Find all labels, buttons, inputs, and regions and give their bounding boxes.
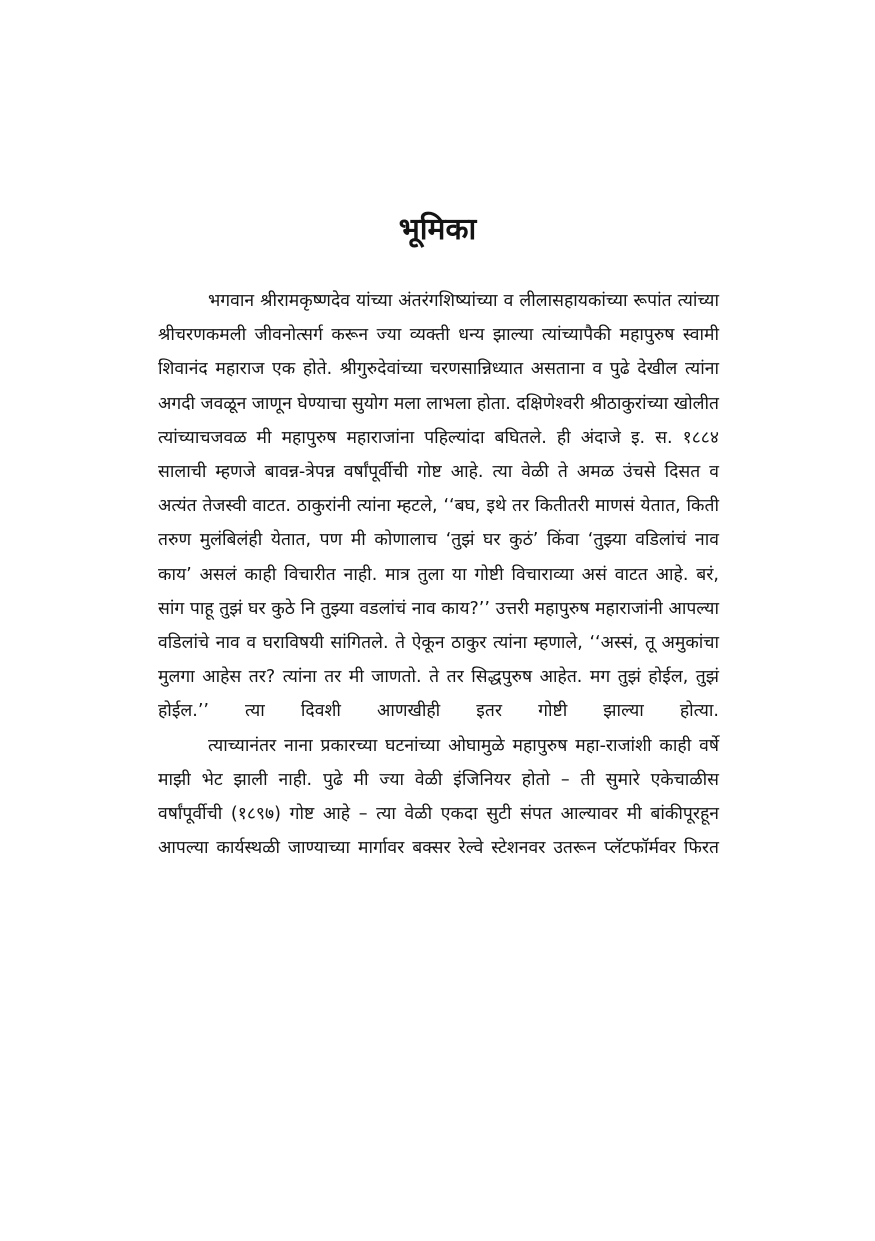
- body-text: [158, 284, 719, 865]
- paragraph-1: भगवान श्रीरामकृष्णदेव यांच्या अंतरंगशिष्यांच्या व लीलासहायकांच्या रूपांत त्यांच्या श्रीचरणकमली जीवनोत्सर्ग करून ज्या व्यक्ती धन्य झाल्या त्यांच्यापैकी महापुरुष स्वामी शिवानंद महाराज एक होते. श्रीगुरुदेवांच्या चरणसान्निध्यात असताना व पुढे देखील त्यांना अगदी जवळून जाणून घेण्याचा सुयोग मला लाभला होता. दक्षिणेश्वरी श्रीठाकुरांच्या खोलीत त्यांच्याचजवळ मी महापुरुष महाराजांना पहिल्यांदा बघितले. ही अंदाजे इ. स. १८८४ सालाची म्हणजे बावन्न-त्रेपन्न वर्षांपूर्वीची गोष्ट आहे. त्या वेळी ते अमळ उंचसे दिसत व अत्यंत तेजस्वी वाटत. ठाकुरांनी त्यांना म्हटले, ‘‘बघ, इथे तर कितीतरी माणसं येतात, किती तरुण मुलंबिलंही येतात, पण मी कोणालाच ‘तुझं घर कुठं’ किंवा ‘तुझ्या वडिलांचं नाव काय’ असलं काही विचारीत नाही. मात्र तुला या गोष्टी विचाराव्या असं वाटत आहे. बरं, सांग पाहू तुझं घर कुठे नि तुझ्या वडलांचं नाव काय?’’ उत्तरी महापुरुष महाराजांनी आपल्या वडिलांचे नाव व घराविषयी सांगितले. ते ऐकून ठाकुर त्यांना म्हणाले, ‘‘अस्सं, तू अमुकांचा मुलगा आहेस तर? त्यांना तर मी जाणतो. ते तर सिद्धपुरुष आहेत. मग तुझं होईल, तुझं होईल.’’ त्या दिवशी आणखीही इतर गोष्टी झाल्या होत्या.: [158, 291, 719, 722]
- paragraph-2: त्याच्यानंतर नाना प्रकारच्या घटनांच्या ओघामुळे महापुरुष महा-राजांशी काही वर्षे माझी भेट झाली नाही. पुढे मी ज्या वेळी इंजिनियर होतो – ती सुमारे एकेचाळीस वर्षांपूर्वीची (१८९७) गोष्ट आहे – त्या वेळी एकदा सुटी संपत आल्यावर मी बांकीपूरहून आपल्या कार्यस्थळी जाण्याच्या मार्गावर बक्सर रेल्वे स्टेशनवर उतरून प्लॅटफॉर्मवर फिरत: [158, 735, 719, 859]
- page-title: भूमिका: [398, 212, 477, 247]
